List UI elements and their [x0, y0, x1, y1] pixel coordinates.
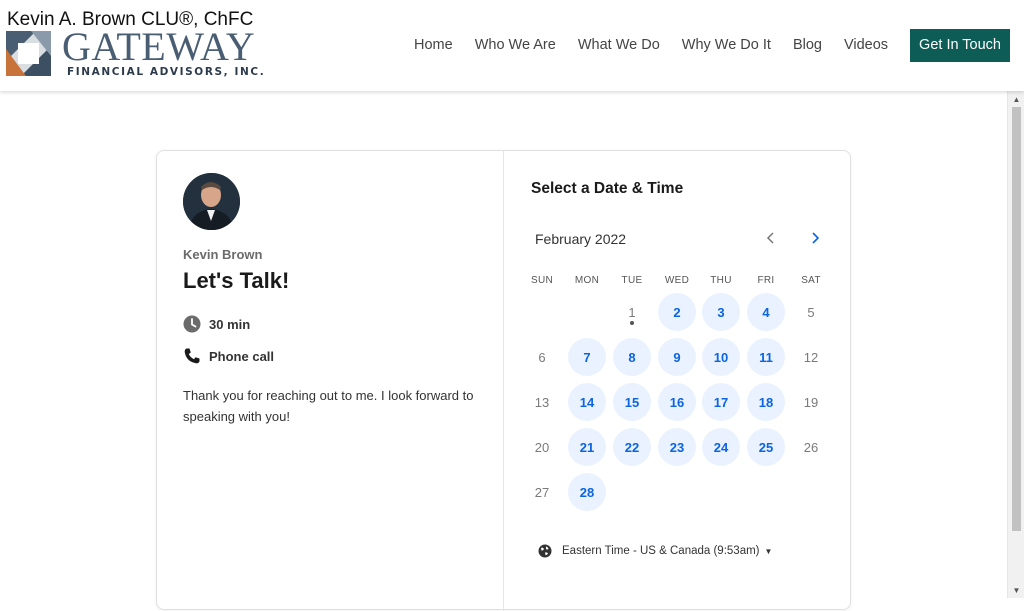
site-header [0, 0, 1024, 91]
timezone-selector[interactable] [538, 544, 772, 558]
timezone-text: Eastern Time - US & Canada (9:53am) [562, 545, 760, 557]
next-month-button[interactable] [804, 227, 826, 249]
calendar-day-28[interactable]: 28 [568, 473, 606, 511]
duration-detail [183, 315, 250, 333]
calendar-day-3[interactable]: 3 [702, 293, 740, 331]
scroll-thumb[interactable] [1012, 107, 1021, 531]
phone-icon [183, 347, 201, 365]
page-scrollbar[interactable] [1007, 91, 1024, 598]
get-in-touch-button[interactable]: Get In Touch [910, 29, 1010, 62]
host-name: Kevin Brown [183, 247, 263, 262]
calendar-day-24[interactable]: 24 [702, 428, 740, 466]
calendar-day-22[interactable]: 22 [613, 428, 651, 466]
weekday-sun: SUN [530, 275, 553, 286]
calendar-day-13: 13 [534, 394, 550, 410]
calendar-day-21[interactable]: 21 [568, 428, 606, 466]
calendar-day-19: 19 [803, 394, 819, 410]
calendar-day-26: 26 [803, 439, 819, 455]
duration-text: 30 min [209, 316, 251, 332]
calendar-day-25[interactable]: 25 [747, 428, 785, 466]
weekday-wed: WED [664, 275, 690, 286]
select-date-heading: Select a Date & Time [531, 180, 684, 197]
globe-icon [538, 544, 552, 558]
gateway-logo-icon[interactable] [6, 31, 51, 76]
calendar-day-6: 6 [538, 349, 546, 365]
today-indicator [630, 321, 634, 325]
nav-item-what-we-do[interactable]: What We Do [577, 37, 660, 53]
calendar-day-11[interactable]: 11 [747, 338, 785, 376]
weekday-thu: THU [710, 275, 732, 286]
calendar-day-12: 12 [803, 349, 819, 365]
location-detail [183, 347, 274, 365]
clock-icon [183, 315, 201, 333]
nav-item-why-we-do-it[interactable]: Why We Do It [681, 37, 771, 53]
nav-item-videos[interactable]: Videos [843, 37, 889, 53]
weekday-tue: TUE [621, 275, 643, 286]
chevron-right-icon [810, 232, 820, 244]
calendar-day-18[interactable]: 18 [747, 383, 785, 421]
scheduling-card [156, 150, 851, 610]
weekday-sat: SAT [801, 275, 821, 286]
calendar-day-9[interactable]: 9 [658, 338, 696, 376]
main-nav [414, 28, 1024, 62]
scroll-down-arrow-icon[interactable]: ▼ [1012, 586, 1021, 595]
calendar-day-7[interactable]: 7 [568, 338, 606, 376]
previous-month-button[interactable] [760, 227, 782, 249]
caret-down-icon: ▼ [764, 546, 773, 556]
calendar-day-1: 1 [628, 304, 636, 320]
panel-divider [503, 151, 504, 611]
nav-item-blog[interactable]: Blog [792, 37, 822, 53]
calendar-day-4[interactable]: 4 [747, 293, 785, 331]
calendar-day-10[interactable]: 10 [702, 338, 740, 376]
month-label: February 2022 [535, 231, 627, 247]
calendar-day-17[interactable]: 17 [702, 383, 740, 421]
event-description: Thank you for reaching out to me. I look forward to speaking with you! [183, 388, 474, 424]
location-text: Phone call [209, 348, 275, 364]
calendar-day-14[interactable]: 14 [568, 383, 606, 421]
logo-subtitle: FINANCIAL ADVISORS, INC. [67, 66, 266, 78]
calendar-day-20: 20 [534, 439, 550, 455]
calendar-day-27: 27 [534, 484, 550, 500]
advisor-name: Kevin A. Brown CLU®, ChFC [7, 9, 254, 30]
calendar-day-2[interactable]: 2 [658, 293, 696, 331]
weekday-fri: FRI [757, 275, 775, 286]
calendar-day-5: 5 [807, 304, 815, 320]
calendar-day-23[interactable]: 23 [658, 428, 696, 466]
calendar-day-8[interactable]: 8 [613, 338, 651, 376]
calendar-day-16[interactable]: 16 [658, 383, 696, 421]
event-title: Let's Talk! [183, 268, 290, 293]
logo-wordmark[interactable]: GATEWAY [62, 24, 256, 69]
scroll-up-arrow-icon[interactable]: ▲ [1012, 95, 1021, 104]
weekday-mon: MON [574, 275, 600, 286]
avatar [183, 173, 240, 230]
nav-item-home[interactable]: Home [414, 37, 453, 53]
chevron-left-icon [766, 232, 776, 244]
nav-item-who-we-are[interactable]: Who We Are [474, 37, 556, 53]
calendar-day-15[interactable]: 15 [613, 383, 651, 421]
